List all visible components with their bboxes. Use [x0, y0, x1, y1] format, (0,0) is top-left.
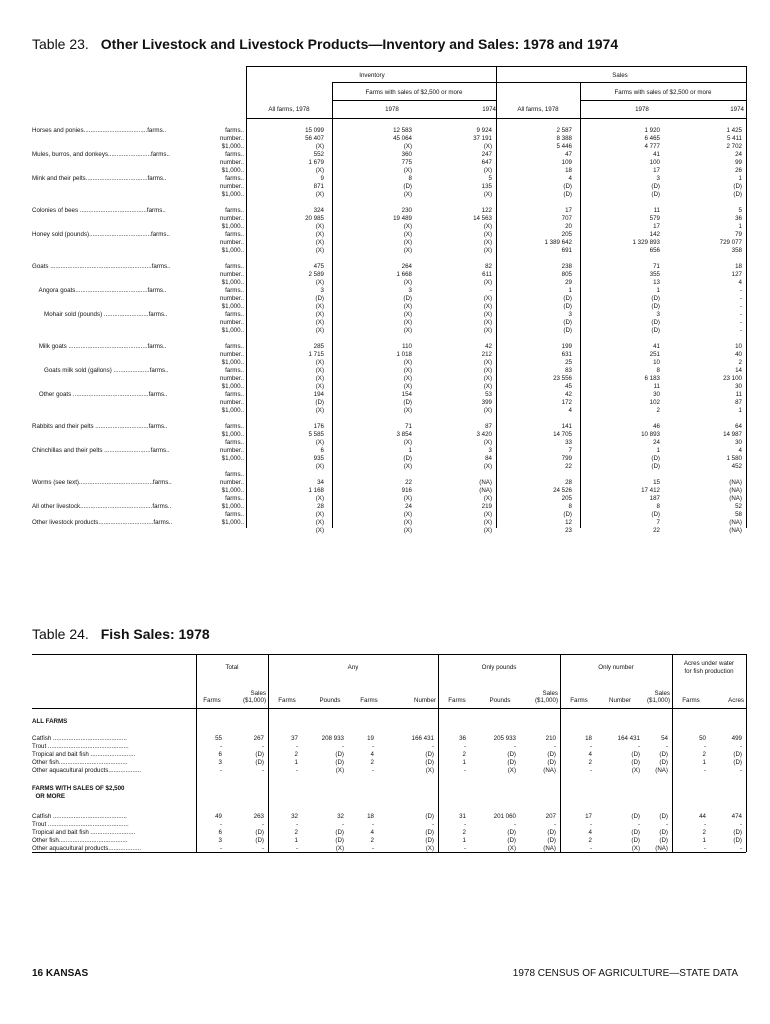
sub-pounds-sales: Sales ($1,000)	[534, 690, 558, 704]
sub-any-number: Number	[413, 697, 436, 704]
column-inventory-2500-1978: 12 583 45 064 (X) 360 775 (X) 8 (D) (X) 230 19 489 (X) (X) (X) (X) 264 1 668 (X) 3 (D) (X) (X) (X) (X) 110 1 018 (X) (X) (X) (X) 154 (D) (X) 71 3 854 (X) 1 (D) (X) 22 916 (X) 24 (X) (X) (X)	[393, 127, 412, 534]
all-pounds-farms: 36 - 2 1 -	[459, 735, 466, 774]
page-footer-right: 1978 CENSUS OF AGRICULTURE—STATE DATA	[512, 968, 738, 979]
header-inventory-1974: 1974	[482, 106, 496, 113]
header-sales-1974: 1974	[730, 106, 744, 113]
big-number-number: (D) - (D) (D) (X)	[631, 813, 640, 852]
column-inventory-all-1978: 15 099 56 407 (X) 552 1 679 (X) 9 871 (X) 324 20 985 (X) (X) (X) (X) 475 2 589 (X) 3 (D) (X) (X) (X) (X) 285 1 715 (X) (X) (X) (X) 194 (D) (X) 176 5 585 (X) 6 935 (X) 34 1 168 (X) 28 (X) (X) (X)	[305, 127, 324, 534]
all-any-farms-2: 19 - 4 2 -	[367, 735, 374, 774]
header-only-number: Only number	[598, 664, 634, 671]
all-pounds-pounds: 205 933 - (D) (D) (X)	[493, 735, 516, 774]
big-pounds-pounds: 201 060 - (D) (D) (X)	[493, 813, 516, 852]
all-number-farms: 18 - 4 2 -	[585, 735, 592, 774]
table-24-heading: Fish Sales: 1978	[100, 626, 210, 642]
all-number-sales: 54 - (D) (D) (NA)	[655, 735, 668, 774]
table-24-number: Table 24.	[32, 626, 89, 642]
sub-pounds-pounds: Pounds	[489, 697, 511, 704]
fish-labels-2500: Catfish ........................................... Trout ............................................... Tropical and bait fish .......................... Other fish........................................ Other aquacultural products...................	[32, 813, 142, 852]
column-sales-2500-1978: 1 920 6 465 4 777 41 100 17 3 (D) (D) 11 579 17 142 1 329 893 656 71 355 13 1 (D) (D) 3 (D) (D) 41 251 10 8 6 183 11 30 102 2 46 10 893 24 1 (D) (D) 15 17 412 187 8 (D) 7 22	[632, 127, 660, 534]
table-23-title	[32, 36, 618, 52]
all-acres-farms: 50 - 2 1 -	[699, 735, 706, 774]
all-any-farms: 37 - 2 1 -	[291, 735, 298, 774]
big-any-number: (D) - (D) (D) (X)	[425, 813, 434, 852]
table-23-row-labels: Horses and ponies.....................................farms.. Mules, burros, and donkeys.........................farms.. Mink and their pelts....................................farms.. Colonies of bees .......................................farms.. Honey sold (pounds)....................................farms.. Goats ...........................................................farms.. Angora goats..........................................farms.. Mohair sold (pounds) ..........................farms.. Milk goats ..............................................farms.. Goats milk sold (gallons) .....................farms.. Other goats ............................................farms.. Rabbits and their pelts ...............................farms.. Chinchillas and their pelts ...........................farms.. Worms (see text)...........................................farms.. All other livestock..........................................farms.. Other livestock products................................farms..	[32, 127, 173, 526]
header-total: Total	[225, 664, 239, 671]
big-total-sales: 263 - (D) (D) -	[253, 813, 264, 852]
header-any: Any	[347, 664, 359, 671]
big-pounds-farms: 31 - 2 1 -	[459, 813, 466, 852]
sub-any-pounds: Pounds	[319, 697, 341, 704]
header-sales-farms-2500: Farms with sales of $2,500 or more	[614, 89, 712, 96]
header-inventory-1978: 1978	[385, 106, 399, 113]
big-number-farms: 17 - 4 2 -	[585, 813, 592, 852]
table-23-row-units: farms.. number.. $1,000.. farms.. number.. $1,000.. farms.. number.. $1,000.. farms.. number.. $1,000.. farms.. number.. $1,000.. farms.. number.. $1,000.. farms.. number.. $1,000.. farms.. number.. $1,000.. farms.. number.. $1,000.. farms.. number.. $1,000.. farms.. number.. $1,000.. farms.. $1,000.. farms.. number.. $1,000.. farms.. number.. $1,000.. farms.. $1,000.. farms.. $1,000..	[219, 127, 244, 526]
all-total-farms: 55 - 6 3 -	[215, 735, 222, 774]
sub-any-farms-2: Farms	[360, 697, 378, 704]
all-any-number: 166 431 - (D) (D) (X)	[411, 735, 434, 774]
header-sales-all-farms: All farms, 1978	[517, 106, 559, 113]
table-23-heading: Other Livestock and Livestock Products—Inventory and Sales: 1978 and 1974	[100, 36, 619, 52]
header-inventory: Inventory	[359, 72, 385, 79]
big-acres-acres: 474 - (D) (D) -	[731, 813, 742, 852]
header-only-pounds: Only pounds	[481, 664, 517, 671]
big-any-farms: 32 - 2 1 -	[291, 813, 298, 852]
sub-number-number: Number	[608, 697, 631, 704]
big-pounds-sales: 207 - (D) (D) (NA)	[543, 813, 556, 852]
all-total-sales: 267 - (D) (D) -	[253, 735, 264, 774]
table-23-number: Table 23.	[32, 36, 89, 52]
sub-any-farms: Farms	[278, 697, 296, 704]
section-all-farms: ALL FARMS	[32, 718, 68, 725]
column-inventory-2500-1974: 9 924 37 191 (X) 247 647 (X) 5 135 (X) 122 14 563 (X) (X) (X) (X) 82 611 (X) - (X) (X) (X) (X) (X) 42 212 (X) (X) (X) (X) 53 399 (X) 87 3 420 (X) 3 84 (X) (NA) (NA) (X) 219 (X) (X) (X)	[473, 127, 492, 534]
big-acres-farms: 44 - 2 1 -	[699, 813, 706, 852]
all-number-number: 164 431 - (D) (D) (X)	[617, 735, 640, 774]
table-24-title	[32, 626, 210, 642]
header-inventory-farms-2500: Farms with sales of $2,500 or more	[365, 89, 463, 96]
fish-labels-all: Catfish ........................................... Trout ............................................... Tropical and bait fish .......................... Other fish........................................ Other aquacultural products...................	[32, 735, 142, 774]
big-total-farms: 49 - 6 3 -	[215, 813, 222, 852]
column-sales-all-1978: 2 587 8 388 5 446 47 109 18 4 (D) (D) 17 707 20 205 1 389 642 691 238 805 29 1 (D) (D) 3 (D) (D) 199 631 25 83 23 556 45 42 172 4 141 14 705 33 7 799 22 28 24 526 205 8 (D) 12 23	[544, 127, 572, 534]
big-any-farms-2: 18 - 4 2 -	[367, 813, 374, 852]
sub-number-farms: Farms	[570, 697, 588, 704]
column-sales-2500-1974: 1 425 5 411 2 702 24 99 26 1 (D) (D) 5 36 1 79 729 077 358 18 127 4 - - - - - - 10 40 2 14 23 100 30 11 87 1 64 14 987 30 4 1 580 452 (NA) (NA) (NA) 52 58 (NA) (NA)	[719, 127, 742, 534]
page-footer-left: 16 KANSAS	[32, 968, 89, 979]
header-sales: Sales	[612, 72, 628, 79]
big-number-sales: (D) - (D) (D) (NA)	[655, 813, 668, 852]
header-sales-1978: 1978	[635, 106, 649, 113]
sub-number-sales: Sales ($1,000)	[646, 690, 670, 704]
sub-acres-farms: Farms	[682, 697, 700, 704]
all-acres-acres: 499 - (D) (D) -	[731, 735, 742, 774]
sub-acres-acres: Acres	[728, 697, 744, 704]
header-acres-under-water: Acres under water for fish production	[683, 660, 735, 675]
all-pounds-sales: 210 - (D) (D) (NA)	[543, 735, 556, 774]
sub-total-sales: Sales ($1,000)	[242, 690, 266, 704]
sub-total-farms: Farms	[203, 697, 221, 704]
big-any-pounds: 32 - (D) (D) (X)	[335, 813, 344, 852]
header-inventory-all-farms: All farms, 1978	[268, 106, 310, 113]
all-any-pounds: 208 933 - (D) (D) (X)	[321, 735, 344, 774]
section-farms-2500: FARMS WITH SALES OF $2,500 OR MORE	[32, 785, 125, 800]
sub-pounds-farms: Farms	[448, 697, 466, 704]
